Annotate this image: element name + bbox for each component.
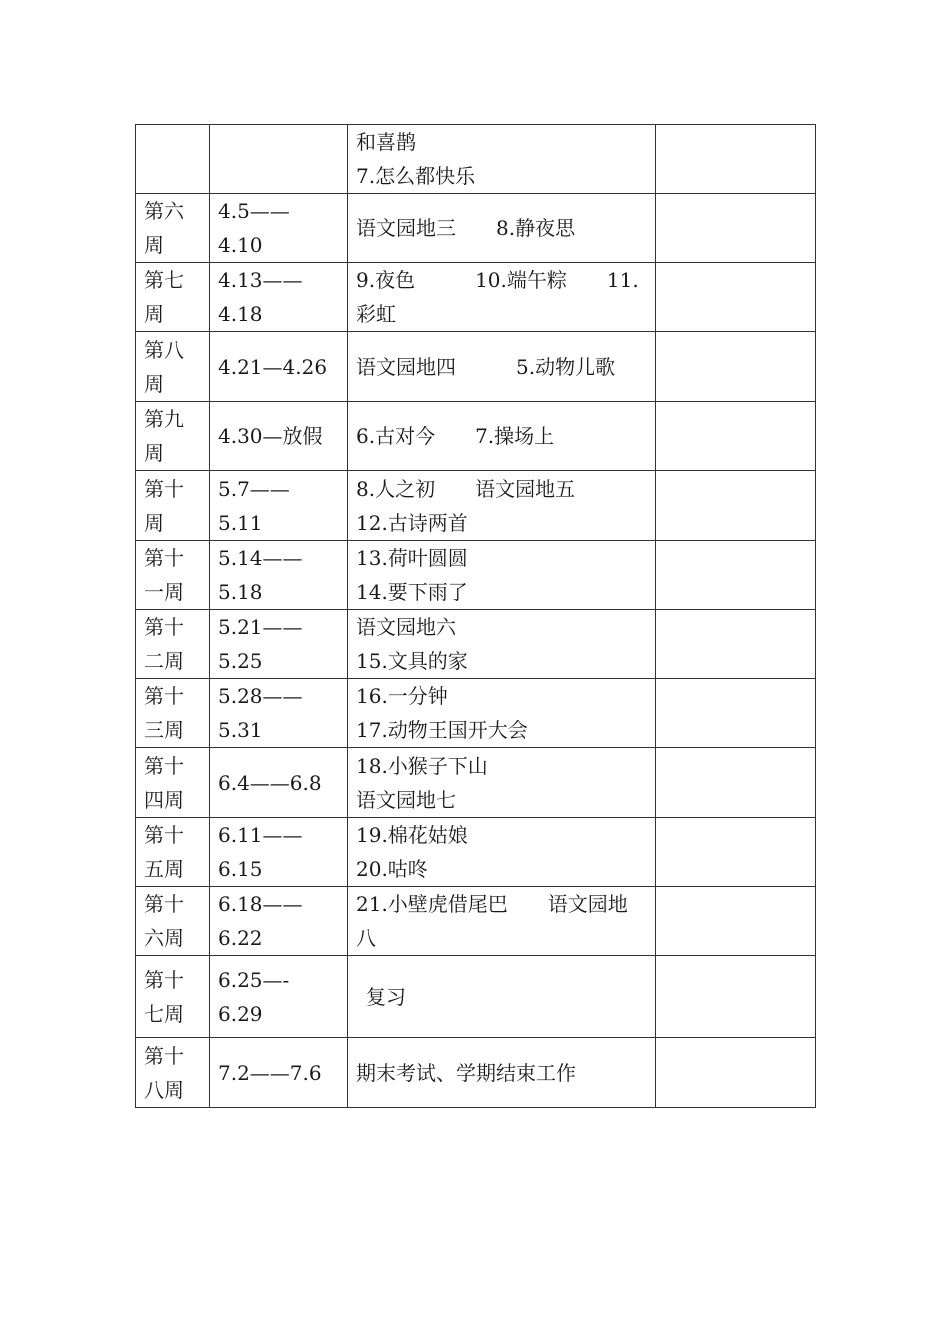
note-cell bbox=[656, 541, 816, 610]
note-cell bbox=[656, 1038, 816, 1108]
table-row bbox=[136, 125, 816, 194]
content-cell: 语文园地四 5.动物儿歌 bbox=[348, 332, 656, 402]
week-cell: 第十 七周 bbox=[136, 956, 210, 1038]
table-row bbox=[136, 541, 816, 610]
date-cell: 4.13—— 4.18 bbox=[210, 263, 348, 332]
week-cell bbox=[136, 125, 210, 194]
content-cell: 16.一分钟 17.动物王国开大会 bbox=[348, 679, 656, 748]
week-cell: 第十 三周 bbox=[136, 679, 210, 748]
content-cell: 语文园地六 15.文具的家 bbox=[348, 610, 656, 679]
note-cell bbox=[656, 471, 816, 541]
week-cell: 第七 周 bbox=[136, 263, 210, 332]
content-cell: 21.小壁虎借尾巴 语文园地 八 bbox=[348, 887, 656, 956]
content-cell: 19.棉花姑娘 20.咕咚 bbox=[348, 818, 656, 887]
week-cell: 第十 五周 bbox=[136, 818, 210, 887]
note-cell bbox=[656, 679, 816, 748]
content-cell: 复习 bbox=[348, 956, 656, 1038]
content-cell: 语文园地三 8.静夜思 bbox=[348, 194, 656, 263]
note-cell bbox=[656, 263, 816, 332]
content-cell: 13.荷叶圆圆 14.要下雨了 bbox=[348, 541, 656, 610]
date-cell: 5.21—— 5.25 bbox=[210, 610, 348, 679]
table-row bbox=[136, 748, 816, 818]
table-row bbox=[136, 263, 816, 332]
week-cell: 第九 周 bbox=[136, 402, 210, 471]
table-row bbox=[136, 679, 816, 748]
week-cell: 第六 周 bbox=[136, 194, 210, 263]
content-cell: 8.人之初 语文园地五 12.古诗两首 bbox=[348, 471, 656, 541]
table-row bbox=[136, 332, 816, 402]
week-cell: 第十 周 bbox=[136, 471, 210, 541]
date-cell: 5.7—— 5.11 bbox=[210, 471, 348, 541]
note-cell bbox=[656, 194, 816, 263]
week-cell: 第八 周 bbox=[136, 332, 210, 402]
date-cell: 6.11—— 6.15 bbox=[210, 818, 348, 887]
schedule-table bbox=[135, 124, 816, 1108]
week-cell: 第十 六周 bbox=[136, 887, 210, 956]
date-cell: 5.14—— 5.18 bbox=[210, 541, 348, 610]
table-row bbox=[136, 956, 816, 1038]
week-cell: 第十 八周 bbox=[136, 1038, 210, 1108]
table-row bbox=[136, 1038, 816, 1108]
note-cell bbox=[656, 332, 816, 402]
week-cell: 第十 一周 bbox=[136, 541, 210, 610]
date-cell: 4.30—放假 bbox=[210, 402, 348, 471]
table-row bbox=[136, 402, 816, 471]
date-cell: 4.21—4.26 bbox=[210, 332, 348, 402]
content-cell: 6.古对今 7.操场上 bbox=[348, 402, 656, 471]
table-row bbox=[136, 887, 816, 956]
content-cell: 和喜鹊 7.怎么都快乐 bbox=[348, 125, 656, 194]
table-row bbox=[136, 610, 816, 679]
note-cell bbox=[656, 125, 816, 194]
note-cell bbox=[656, 748, 816, 818]
table-row bbox=[136, 194, 816, 263]
note-cell bbox=[656, 956, 816, 1038]
content-cell: 期末考试、学期结束工作 bbox=[348, 1038, 656, 1108]
date-cell: 7.2——7.6 bbox=[210, 1038, 348, 1108]
date-cell: 6.4——6.8 bbox=[210, 748, 348, 818]
date-cell: 6.25—- 6.29 bbox=[210, 956, 348, 1038]
table-row bbox=[136, 818, 816, 887]
date-cell bbox=[210, 125, 348, 194]
note-cell bbox=[656, 818, 816, 887]
week-cell: 第十 四周 bbox=[136, 748, 210, 818]
date-cell: 6.18—— 6.22 bbox=[210, 887, 348, 956]
content-cell: 18.小猴子下山 语文园地七 bbox=[348, 748, 656, 818]
date-cell: 5.28—— 5.31 bbox=[210, 679, 348, 748]
note-cell bbox=[656, 402, 816, 471]
week-cell: 第十 二周 bbox=[136, 610, 210, 679]
date-cell: 4.5—— 4.10 bbox=[210, 194, 348, 263]
content-cell: 9.夜色 10.端午粽 11. 彩虹 bbox=[348, 263, 656, 332]
table-row bbox=[136, 471, 816, 541]
note-cell bbox=[656, 887, 816, 956]
note-cell bbox=[656, 610, 816, 679]
